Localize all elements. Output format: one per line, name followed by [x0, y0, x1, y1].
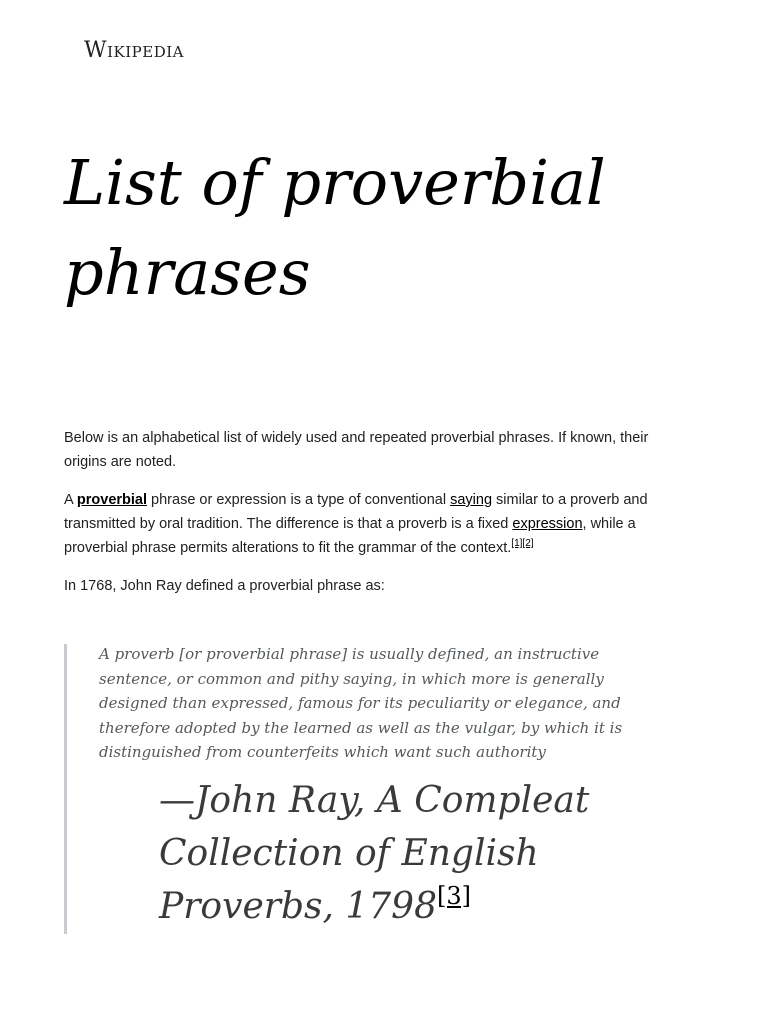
reference-1	[511, 538, 522, 549]
reference-3-link[interactable]: [3]	[436, 882, 471, 910]
expression-link[interactable]: expression	[512, 516, 583, 532]
page-title: List of proverbial phrases	[64, 146, 606, 309]
definition-text-1: A	[64, 492, 77, 508]
definition-text-3: similar to a proverb and transmitted by oral tradition. The difference is that a proverb is a fixed	[64, 492, 648, 532]
reference-2	[522, 538, 533, 549]
definition-text-4: , while a proverbial phrase permits alterations to fit the grammar of the context.	[64, 516, 636, 556]
definition-paragraph	[64, 488, 694, 560]
reference-2-link[interactable]: [2]	[522, 538, 534, 550]
article-body	[64, 426, 694, 612]
intro-paragraph: Below is an alphabetical list of widely used and repeated proverbial phrases. If known, their origins are noted.	[64, 430, 649, 470]
quote-citation	[159, 774, 639, 933]
ray-paragraph: In 1768, John Ray defined a proverbial phrase as:	[64, 578, 385, 594]
quote-citation-text: —John Ray, A Compleat Collection of English Proverbs, 1798	[159, 780, 590, 927]
definition-text-2: phrase or expression is a type of conventional	[147, 492, 451, 508]
reference-3	[437, 882, 471, 910]
quote-text: A proverb [or proverbial phrase] is usually defined, an instructive sentence, or common and pithy saying, in which more is generally designed than expressed, famous for its peculiarity or elegance, and therefore adopted by the learned as well as the vulgar, by which it is distinguished from counterfeits which want such authority	[99, 645, 623, 761]
wikipedia-logo[interactable]: Wikipedia	[84, 38, 184, 63]
blockquote	[64, 644, 684, 934]
saying-link[interactable]: saying	[450, 492, 493, 508]
proverbial-link[interactable]: proverbial	[76, 492, 148, 508]
reference-1-link[interactable]: [1]	[511, 538, 523, 550]
